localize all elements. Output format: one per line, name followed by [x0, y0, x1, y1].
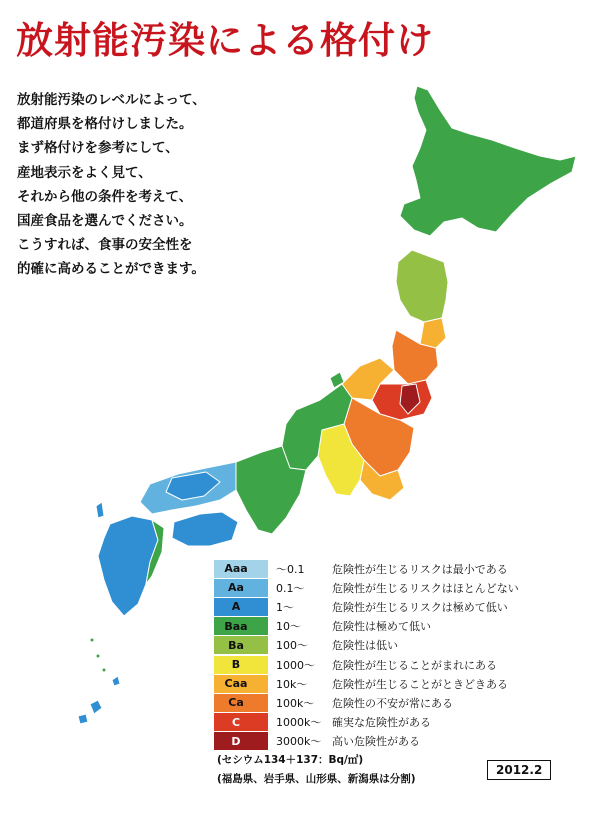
legend-code: D: [231, 734, 241, 748]
legend-code: A: [231, 600, 241, 614]
legend-value: ～0.1: [276, 562, 305, 576]
legend-code: C: [231, 715, 241, 729]
legend-value: 10k～: [276, 677, 308, 691]
legend-desc: 危険性が生じるリスクは最小である: [332, 562, 508, 576]
legend-row: [214, 674, 519, 693]
legend-desc: 危険性が生じることがときどきある: [332, 677, 508, 691]
page-title: 放射能汚染による格付け: [16, 19, 434, 62]
intro-line: 国産食品を選んでください。: [17, 213, 193, 230]
legend-desc: 危険性が生じるリスクは極めて低い: [332, 600, 508, 614]
region-shikoku: [172, 512, 238, 546]
legend-desc: 危険性は低い: [332, 639, 398, 653]
legend-desc: 危険性が生じることがまれにある: [332, 658, 497, 672]
island-dot: [103, 669, 106, 672]
legend-value: 1～: [276, 600, 294, 614]
legend-code: Caa: [224, 677, 248, 691]
legend-code: B: [231, 658, 241, 672]
date-label: 2012.2: [487, 760, 551, 780]
legend: [214, 559, 519, 751]
intro-line: 産地表示をよく見て、: [17, 164, 152, 181]
region-tohoku-north: [396, 250, 448, 322]
legend-desc: 危険性は極めて低い: [332, 620, 431, 634]
intro-line: 放射能汚染のレベルによって、: [17, 92, 206, 108]
legend-row: [214, 693, 519, 712]
legend-value: 1000～: [276, 658, 315, 672]
legend-value: 100～: [276, 639, 308, 653]
legend-row: [214, 732, 519, 751]
intro-line: こうすれば、食事の安全性を: [17, 237, 193, 254]
intro-line: それから他の条件を考えて、: [17, 188, 193, 205]
intro-line: まず格付けを参考にして、: [17, 140, 179, 157]
legend-row: [214, 617, 519, 636]
region-hokkaido: [400, 86, 576, 236]
legend-value: 100k～: [276, 696, 315, 710]
region-iwate-south: [420, 318, 446, 348]
legend-code: Ca: [228, 696, 244, 710]
unit-note: (セシウム134＋137：Bq/㎡): [217, 754, 364, 766]
legend-row: [214, 578, 519, 597]
legend-code: Aaa: [224, 562, 248, 576]
legend-row: [214, 713, 519, 732]
island-dot: [91, 639, 94, 642]
island-dot: [97, 655, 100, 658]
intro-line: 都道府県を格付けしました。: [17, 116, 193, 133]
legend-value: 1000k～: [276, 716, 322, 730]
intro-line: 的確に高めることができます。: [17, 261, 205, 278]
split-note: (福島県、岩手県、山形県、新潟県は分割): [217, 773, 416, 785]
legend-desc: 高い危険性がある: [332, 735, 420, 749]
legend-code: Aa: [228, 581, 244, 595]
legend-desc: 危険性の不安が常にある: [332, 696, 453, 710]
region-okinawa-islands: [78, 676, 120, 724]
legend-value: 0.1～: [276, 581, 305, 595]
legend-desc: 確実な危険性がある: [332, 716, 431, 730]
legend-row: [214, 636, 519, 655]
legend-code: Ba: [228, 638, 244, 652]
legend-row: [214, 597, 519, 616]
region-tsushima: [96, 502, 104, 518]
legend-desc: 危険性が生じるリスクはほとんどない: [332, 581, 519, 595]
legend-row: [214, 559, 519, 578]
legend-row: [214, 655, 519, 674]
legend-value: 3000k～: [276, 735, 322, 749]
legend-code: Baa: [224, 619, 248, 633]
legend-value: 10～: [276, 620, 301, 634]
